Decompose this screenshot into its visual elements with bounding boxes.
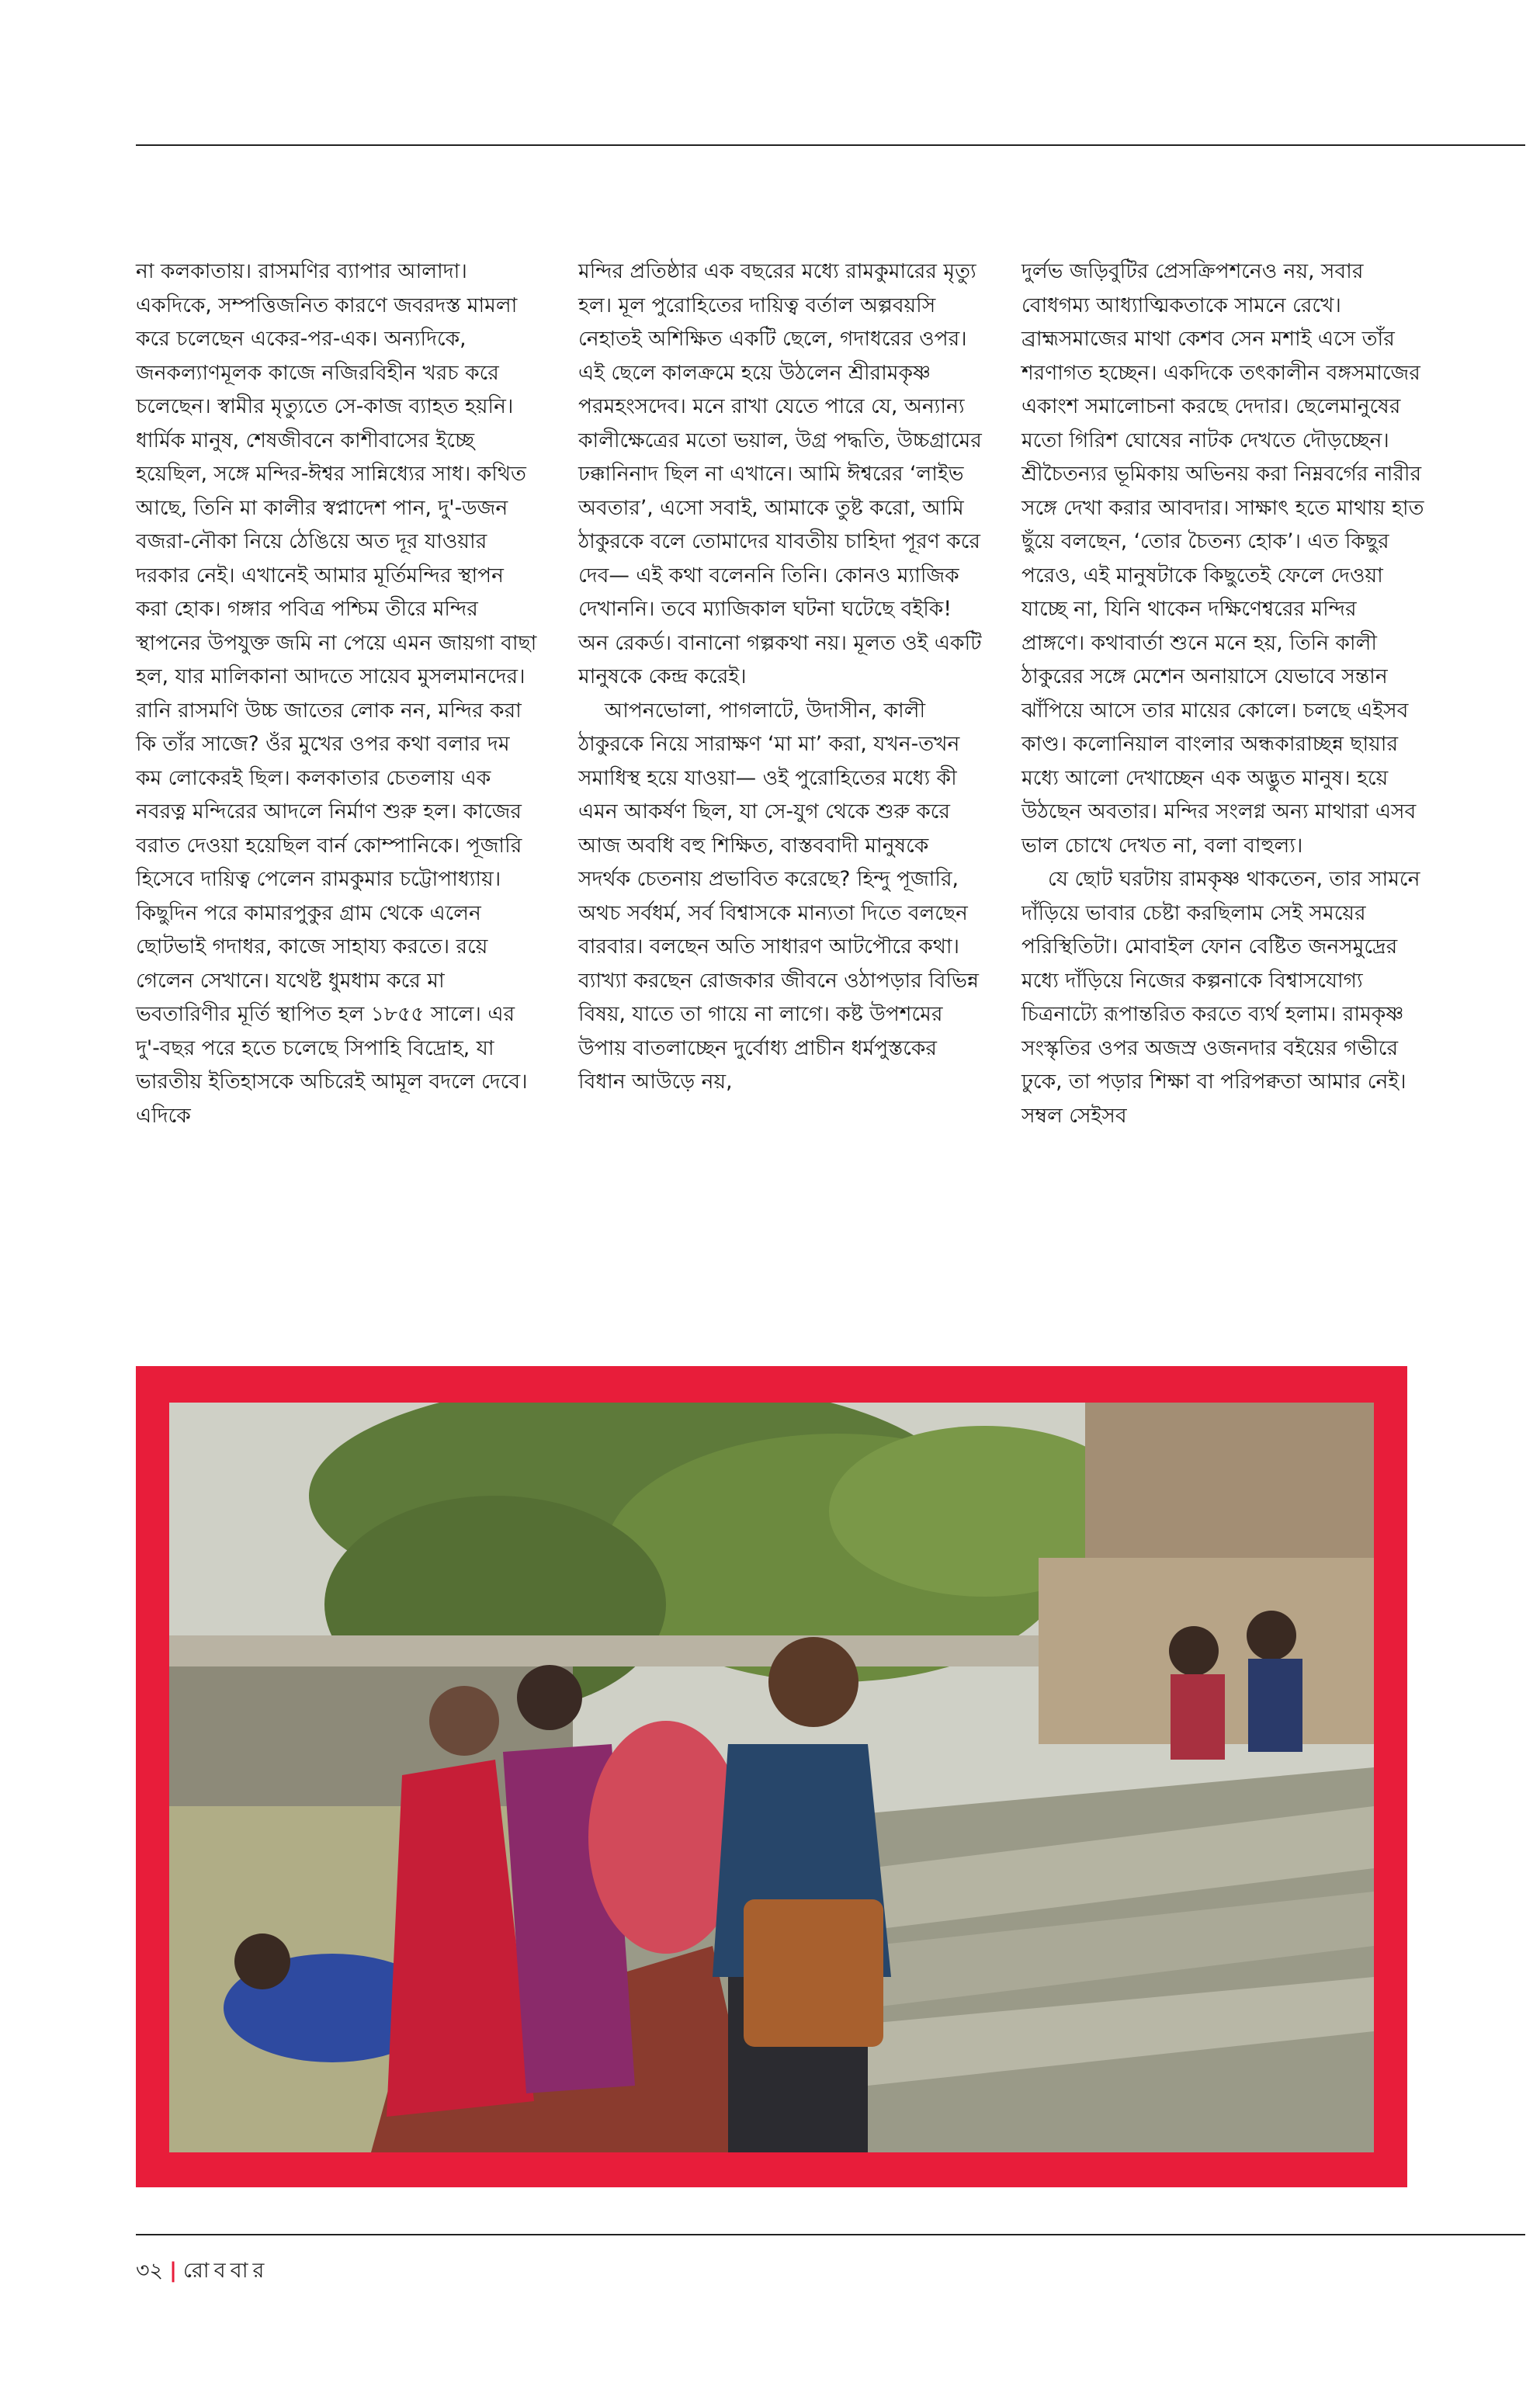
article-column-1 bbox=[136, 255, 539, 1132]
article-column-3 bbox=[1021, 255, 1425, 1132]
paragraph: আপনভোলা, পাগলাটে, উদাসীন, কালী ঠাকুরকে নিয়ে সারাক্ষণ ‘মা মা’ করা, যখন-তখন সমাধিস্থ হয়ে যাওয়া— ওই পুরোহিতের মধ্যে কী এমন আকর্ষণ ছিল, যা সে-যুগ থেকে শুরু করে আজ অবধি বহু শিক্ষিত, বাস্তববাদী মানুষকে সদর্থক চেতনায় প্রভাবিত করেছে? হিন্দু পূজারি, অথচ সর্বধর্ম, সর্ব বিশ্বাসকে মান্যতা দিতে বলছেন বারবার। বলছেন অতি সাধারণ আটপৌরে কথা। ব্যাখ্যা করছেন রোজকার জীবনে ওঠাপড়ার বিভিন্ন বিষয়, যাতে তা গায়ে না লাগে। কষ্ট উপশমের উপায় বাতলাচ্ছেন দুর্বোধ্য প্রাচীন ধর্মপুস্তকের বিধান আউড়ে নয়, bbox=[578, 698, 979, 1094]
paragraph: দুর্লভ জড়িবুটির প্রেসক্রিপশনেও নয়, সবার বোধগম্য আধ্যাত্মিকতাকে সামনে রেখে। ব্রাহ্মসমাজের মাথা কেশব সেন মশাই এসে তাঁর শরণাগত হচ্ছেন। একদিকে তৎকালীন বঙ্গসমাজের একাংশ সমালোচনা করছে দেদার। ছেলেমানুষের মতো গিরিশ ঘোষের নাটক দেখতে দৌড়চ্ছেন। শ্রীচৈতন্যর ভূমিকায় অভিনয় করা নিম্নবর্গের নারীর সঙ্গে দেখা করার আবদার। সাক্ষাৎ হতে মাথায় হাত ছুঁয়ে বলছেন, ‘তোর চৈতন্য হোক’। এত কিছুর পরেও, এই মানুষটাকে কিছুতেই ফেলে দেওয়া যাচ্ছে না, যিনি থাকেন দক্ষিণেশ্বরের মন্দির প্রাঙ্গণে। কথাবার্তা শুনে মনে হয়, তিনি কালী ঠাকুরের সঙ্গে মেশেন অনায়াসে যেভাবে সন্তান ঝাঁপিয়ে আসে তার মায়ের কোলে। চলছে এইসব কাণ্ড। কলোনিয়াল বাংলার অন্ধকারাচ্ছন্ন ছায়ার মধ্যে আলো দেখাচ্ছেন এক অদ্ভুত মানুষ। হয়ে উঠছেন অবতার। মন্দির সংলগ্ন অন্য মাথারা এসব ভাল চোখে দেখত না, বলা বাহুল্য। bbox=[1021, 259, 1424, 858]
magazine-name: রোববার bbox=[183, 2259, 269, 2283]
photo-frame bbox=[136, 1366, 1407, 2187]
paragraph: না কলকাতায়। রাসমণির ব্যাপার আলাদা। একদিকে, সম্পত্তিজনিত কারণে জবরদস্ত মামলা করে চলেছেন একের-পর-এক। অন্যদিকে, জনকল্যাণমূলক কাজে নজিরবিহীন খরচ করে চলেছেন। স্বামীর মৃত্যুতে সে-কাজ ব্যাহত হয়নি। ধার্মিক মানুষ, শেষজীবনে কাশীবাসের ইচ্ছে হয়েছিল, সঙ্গে মন্দির-ঈশ্বর সান্নিধ্যের সাধ। কথিত আছে, তিনি মা কালীর স্বপ্নাদেশ পান, দু'-ডজন বজরা-নৌকা নিয়ে ঠেঙিয়ে অত দূর যাওয়ার দরকার নেই। এখানেই আমার মূর্তিমন্দির স্থাপন করা হোক। গঙ্গার পবিত্র পশ্চিম তীরে মন্দির স্থাপনের উপযুক্ত জমি না পেয়ে এমন জায়গা বাছা হল, যার মালিকানা আদতে সায়েব মুসলমানদের। রানি রাসমণি উচ্চ জাতের লোক নন, মন্দির করা কি তাঁর সাজে? ওঁর মুখের ওপর কথা বলার দম কম লোকেরই ছিল। কলকাতার চেতলায় এক নবরত্ন মন্দিরের আদলে নির্মাণ শুরু হল। কাজের বরাত দেওয়া হয়েছিল বার্ন কোম্পানিকে। পূজারি হিসেবে দায়িত্ব পেলেন রামকুমার চট্টোপাধ্যায়। কিছুদিন পরে কামারপুকুর গ্রাম থেকে এলেন ছোটভাই গদাধর, কাজে সাহায্য করতে। রয়ে গেলেন সেখানে। যথেষ্ট ধুমধাম করে মা ভবতারিণীর মূর্তি স্থাপিত হল ১৮৫৫ সালে। এর দু'-বছর পরে হতে চলেছে সিপাহি বিদ্রোহ, যা ভারতীয় ইতিহাসকে অচিরেই আমূল বদলে দেবে। এদিকে bbox=[136, 259, 537, 1128]
footer-separator: | bbox=[169, 2259, 177, 2283]
paragraph: যে ছোট ঘরটায় রামকৃষ্ণ থাকতেন, তার সামনে দাঁড়িয়ে ভাবার চেষ্টা করছিলাম সেই সময়ের পরিস্থিতিটা। মোবাইল ফোন বেষ্টিত জনসমুদ্রের মধ্যে দাঁড়িয়ে নিজের কল্পনাকে বিশ্বাসযোগ্য চিত্রনাট্যে রূপান্তরিত করতে ব্যর্থ হলাম। রামকৃষ্ণ সংস্কৃতির ওপর অজস্র ওজনদার বইয়ের গভীরে ঢুকে, তা পড়ার শিক্ষা বা পরিপক্বতা আমার নেই। সম্বল সেইসব bbox=[1021, 867, 1420, 1128]
article-column-2 bbox=[578, 255, 982, 1099]
ghat-photo-illustration bbox=[169, 1403, 1374, 2152]
bottom-rule bbox=[136, 2234, 1525, 2235]
ghat-photo bbox=[169, 1403, 1374, 2152]
paragraph: মন্দির প্রতিষ্ঠার এক বছরের মধ্যে রামকুমারের মৃত্যু হল। মূল পুরোহিতের দায়িত্ব বর্তাল অল্পবয়সি নেহাতই অশিক্ষিত একটি ছেলে, গদাধরের ওপর। এই ছেলে কালক্রমে হয়ে উঠলেন শ্রীরামকৃষ্ণ পরমহংসদেব। মনে রাখা যেতে পারে যে, অন্যান্য কালীক্ষেত্রের মতো ভয়াল, উগ্র পদ্ধতি, উচ্চগ্রামের ঢক্কানিনাদ ছিল না এখানে। আমি ঈশ্বরের ‘লাইভ অবতার’, এসো সবাই, আমাকে তুষ্ট করো, আমি ঠাকুরকে বলে তোমাদের যাবতীয় চাহিদা পূরণ করে দেব— এই কথা বলেননি তিনি। কোনও ম্যাজিক দেখাননি। তবে ম্যাজিকাল ঘটনা ঘটেছে বইকি! অন রেকর্ড। বানানো গল্পকথা নয়। মূলত ওই একটি মানুষকে কেন্দ্র করেই। bbox=[578, 259, 982, 688]
top-rule bbox=[136, 144, 1525, 146]
page-number: ৩২ bbox=[136, 2259, 164, 2283]
page-footer bbox=[136, 2255, 269, 2290]
